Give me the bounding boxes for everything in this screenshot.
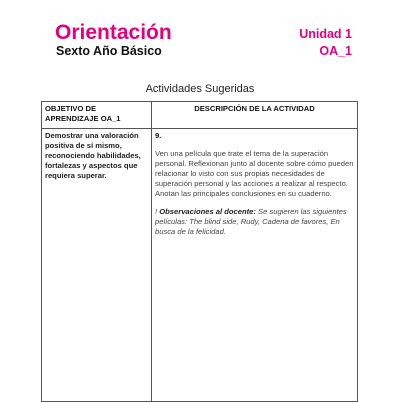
description-cell: [152, 129, 358, 402]
activities-table: [41, 101, 358, 402]
observation-label: Observaciones al docente:: [159, 207, 256, 216]
table-row: [42, 129, 358, 402]
table-header-row: [42, 102, 358, 129]
exclamation-icon: !: [155, 207, 158, 216]
activity-text: Ven una película que trate el tema de la superación personal. Reflexionan junto al docente sobre cómo pueden relacionar lo visto con sus propias necesidades de superación personal y las acciones a realizar al respecto. Anotan las principales conclusiones en su cuaderno.: [155, 149, 354, 198]
activity-number: 9.: [155, 131, 162, 140]
objective-cell: Demostrar una valoración positiva de sí mismo, reconociendo habilidades, fortalezas y aspectos que requiera superar.: [42, 129, 152, 402]
unit-label: Unidad 1: [299, 27, 352, 41]
teacher-observation: [155, 207, 354, 237]
description-header: DESCRIPCIÓN DE LA ACTIVIDAD: [152, 102, 358, 129]
oa-code: OA_1: [319, 44, 352, 58]
page-title: Orientación: [55, 21, 172, 44]
objective-header: OBJETIVO DE APRENDIZAJE OA_1: [42, 102, 152, 129]
grade-subtitle: Sexto Año Básico: [56, 44, 162, 58]
observation-text: Se sugieren las siguientes películas: The blind side, Rudy, Cadena de favores, En busca de la felicidad.: [155, 207, 347, 236]
section-title: Actividades Sugeridas: [145, 83, 255, 95]
